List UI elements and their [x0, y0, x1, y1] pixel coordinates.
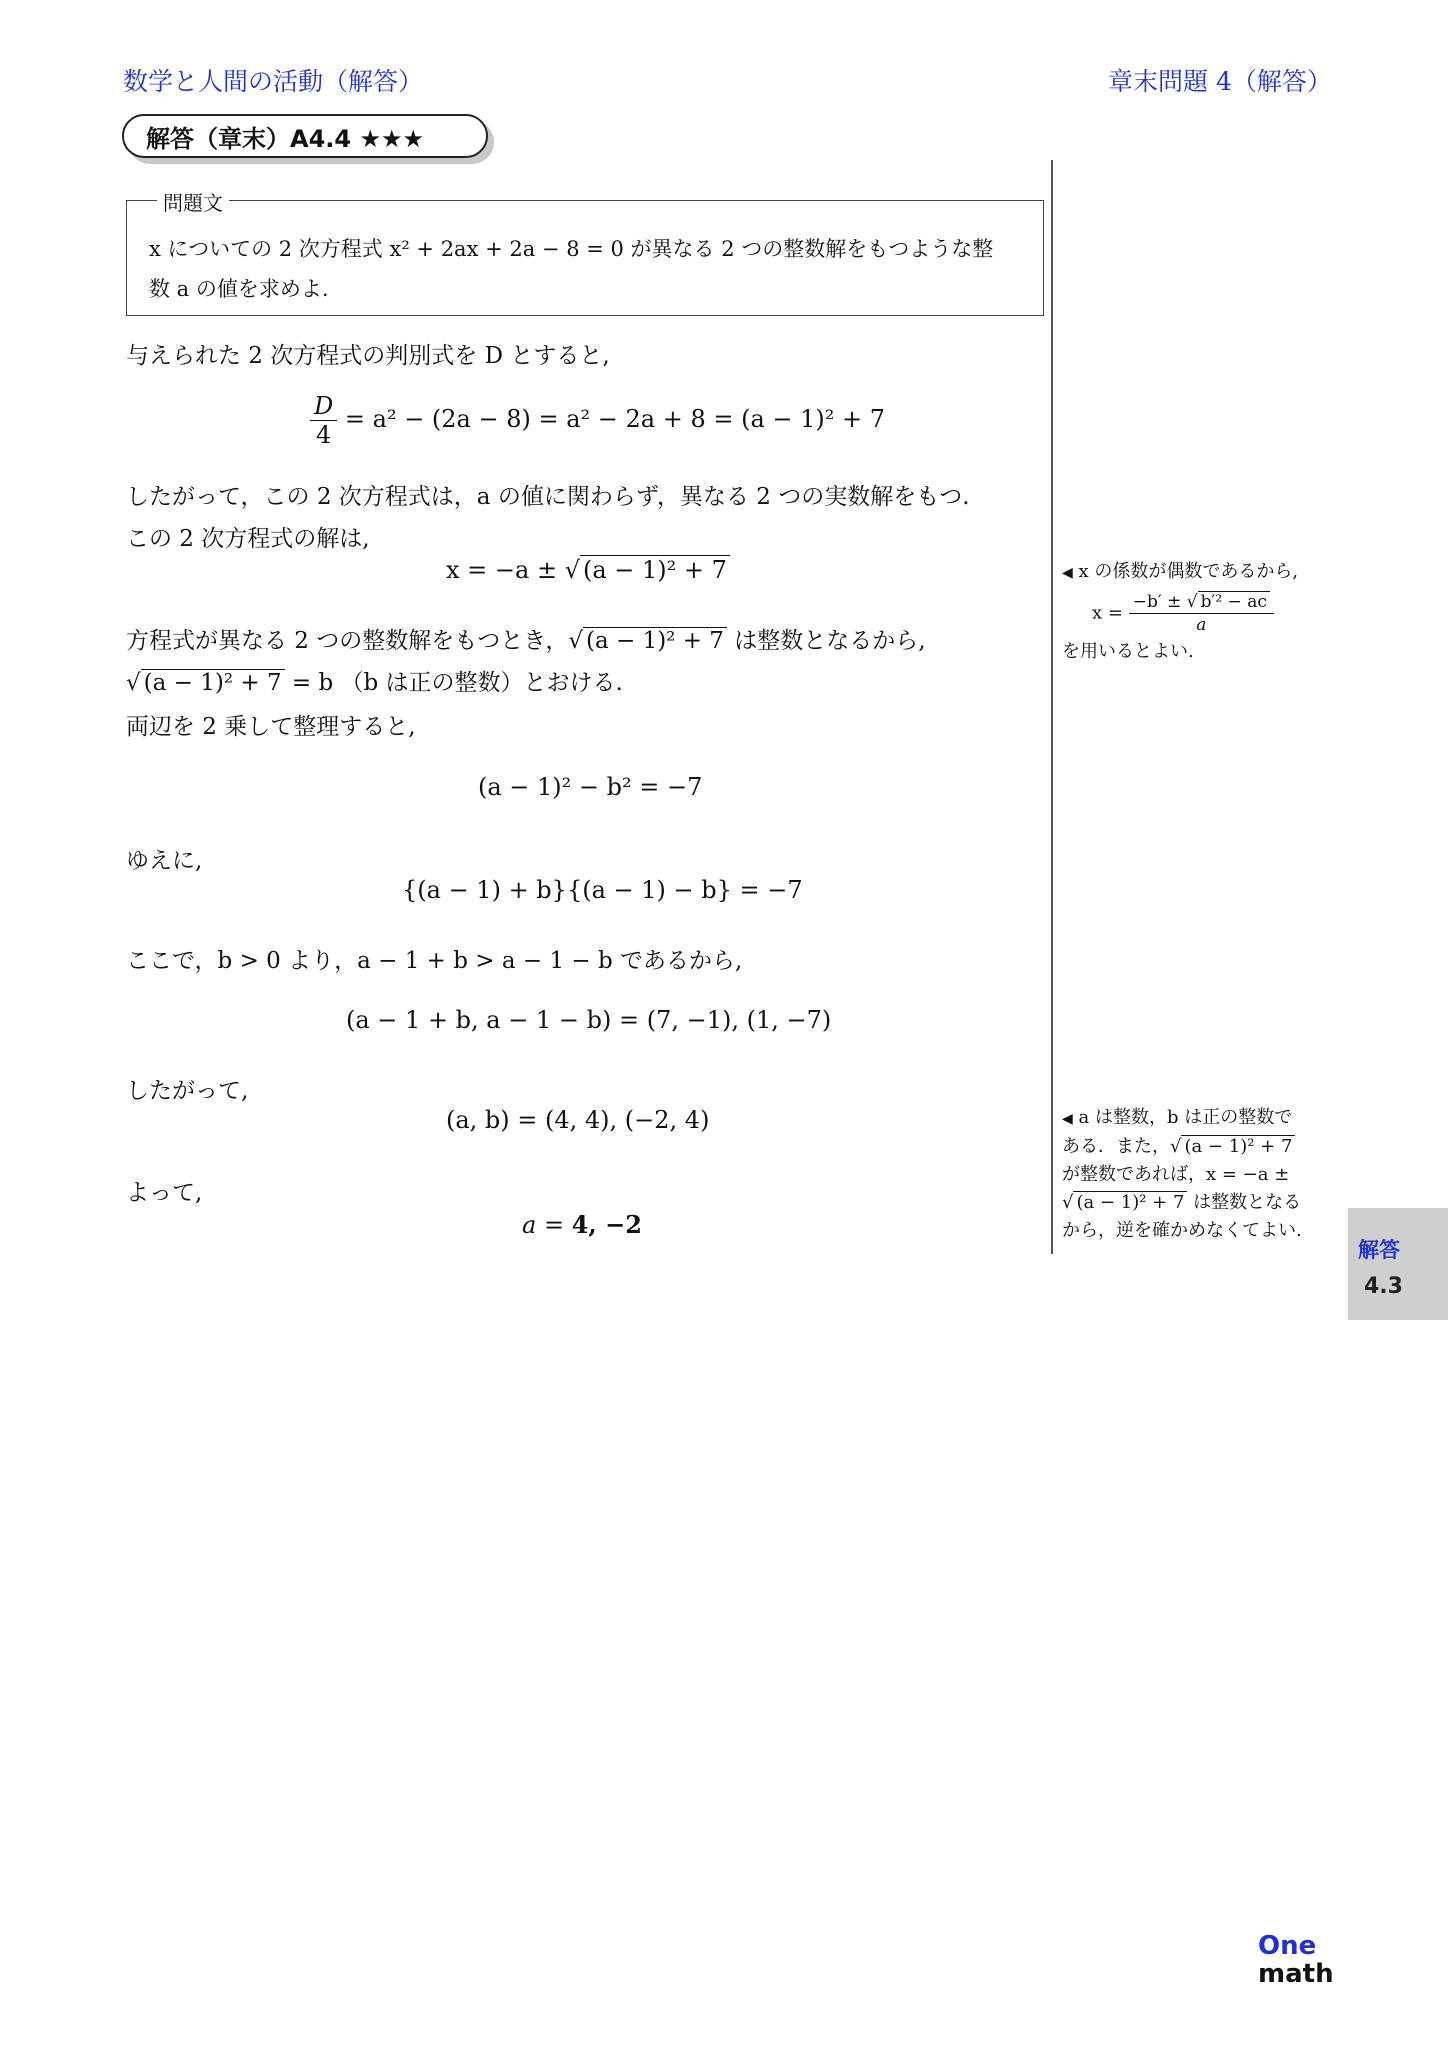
header-left-title: 数学と人間の活動（解答）: [123, 67, 424, 96]
problem-box: [126, 191, 1044, 316]
logo-line-1: One: [1258, 1931, 1317, 1961]
equation-factored: {(a − 1) + b}{(a − 1) − b} = −7: [402, 876, 803, 904]
paragraph-solutions-intro: この 2 次方程式の解は,: [126, 526, 370, 552]
intro-text: 与えられた 2 次方程式の判別式を D とすると,: [126, 343, 610, 369]
side-note-1-fraction-numerator: [1129, 591, 1274, 614]
paragraph-set-b: [126, 664, 623, 697]
header-right-title: 章末問題 4（解答）: [1108, 67, 1332, 96]
side-note-2-line-1: a は整数，b は正の整数で: [1078, 1107, 1293, 1128]
sqrt-radicand: (a − 1)² + 7: [1181, 1135, 1295, 1157]
paragraph-so: よって,: [126, 1180, 203, 1206]
paragraph-hence: したがって,: [126, 1078, 249, 1104]
equation-ab-values: (a, b) = (4, 4), (−2, 4): [446, 1106, 710, 1134]
paragraph-integer-condition: [126, 622, 926, 655]
side-note-1-numerator-term: −b′ ±: [1132, 592, 1182, 612]
sqrt-expression: √ (a − 1)² + 7: [126, 670, 285, 696]
equation-discriminant-rhs: = a² − (2a − 8) = a² − 2a + 8 = (a − 1)² + 7: [344, 405, 886, 433]
logo-line-2: math: [1258, 1959, 1334, 1989]
equation-pairs: (a − 1 + b, a − 1 − b) = (7, −1), (1, −7): [346, 1006, 832, 1034]
solution-title-box: [122, 114, 488, 158]
sqrt-expression: √ (a − 1)² + 7: [565, 556, 730, 584]
chapter-tab: [1348, 1208, 1448, 1320]
fraction-denominator: 4: [315, 421, 332, 449]
sqrt-expression: √ (a − 1)² + 7: [568, 628, 727, 654]
sqrt-radicand: b′² − ac: [1198, 591, 1270, 612]
side-note-2-line-2: [1062, 1133, 1302, 1161]
side-note-2-line-2-text: ある．また，: [1062, 1136, 1170, 1157]
sqrt-radicand: (a − 1)² + 7: [583, 627, 727, 654]
paragraph-integer-condition-a: 方程式が異なる 2 つの整数解をもつとき，: [126, 628, 569, 654]
paragraph-real-roots: したがって，この 2 次方程式は，a の値に関わらず，異なる 2 つの実数解をもつ.: [126, 484, 970, 510]
fraction-d-over-4: [310, 392, 337, 449]
side-note-2-line-3: が整数であれば，x = −a ±: [1062, 1164, 1290, 1185]
chapter-tab-label: 解答: [1358, 1238, 1400, 1262]
side-note-1-fraction: [1129, 591, 1274, 636]
paragraph-integer-condition-b: は整数となるから,: [726, 628, 926, 654]
paragraph-set-b-text: = b （b は正の整数）とおける.: [284, 670, 623, 696]
side-note-2-line-5: から，逆を確かめなくてよい.: [1062, 1220, 1302, 1241]
equation-roots: [446, 556, 730, 584]
side-note-2-line-4: [1062, 1189, 1302, 1217]
solution-title: 解答（章末）A4.4 ★★★: [146, 124, 424, 153]
side-note-2-line-4-text: は整数となる: [1187, 1192, 1302, 1213]
problem-line-2: 数 a の値を求めよ.: [149, 277, 329, 301]
final-answer: [522, 1210, 642, 1239]
equation-roots-lhs: x = −a ±: [446, 556, 558, 584]
final-answer-lhs: a =: [522, 1211, 572, 1239]
sqrt-expression: √ (a − 1)² + 7: [1062, 1189, 1187, 1217]
sqrt-radicand: (a − 1)² + 7: [580, 555, 730, 584]
side-note-1-formula-lhs: x =: [1092, 602, 1123, 624]
equation-discriminant: [310, 392, 885, 449]
side-note-1-formula: [1092, 591, 1298, 636]
paragraph-therefore: ゆえに,: [126, 848, 203, 874]
paragraph-square-both: 両辺を 2 乗して整理すると,: [126, 714, 416, 740]
margin-divider: [1051, 160, 1053, 1254]
problem-line-1: x についての 2 次方程式 x² + 2ax + 2a − 8 = 0 が異なる 2 つの整数解をもつような整: [149, 237, 994, 261]
fraction-numerator: D: [310, 392, 337, 421]
side-note-1-line-1: x の係数が偶数であるから,: [1078, 561, 1299, 582]
final-answer-value: 4, −2: [571, 1210, 642, 1239]
side-note-1-line-3: を用いるとよい.: [1062, 641, 1194, 662]
chapter-tab-number: 4.3: [1364, 1274, 1403, 1299]
problem-label: 問題文: [157, 187, 229, 216]
onemath-logo: [1258, 1932, 1334, 1988]
equation-difference-of-squares: (a − 1)² − b² = −7: [478, 773, 703, 801]
side-note-2: [1062, 1104, 1302, 1245]
problem-text: [149, 229, 1029, 309]
triangle-marker-icon: ◀: [1062, 1111, 1073, 1127]
sqrt-radicand: (a − 1)² + 7: [141, 669, 285, 696]
sqrt-radicand: (a − 1)² + 7: [1073, 1191, 1187, 1213]
sqrt-expression: √ (a − 1)² + 7: [1170, 1133, 1295, 1161]
paragraph-b-positive: ここで，b > 0 より，a − 1 + b > a − 1 − b であるから,: [126, 948, 743, 974]
side-note-1: [1062, 558, 1298, 666]
side-note-1-fraction-denominator: a: [1196, 615, 1207, 635]
triangle-marker-icon: ◀: [1062, 565, 1073, 581]
sqrt-expression: √ b′² − ac: [1187, 591, 1270, 613]
